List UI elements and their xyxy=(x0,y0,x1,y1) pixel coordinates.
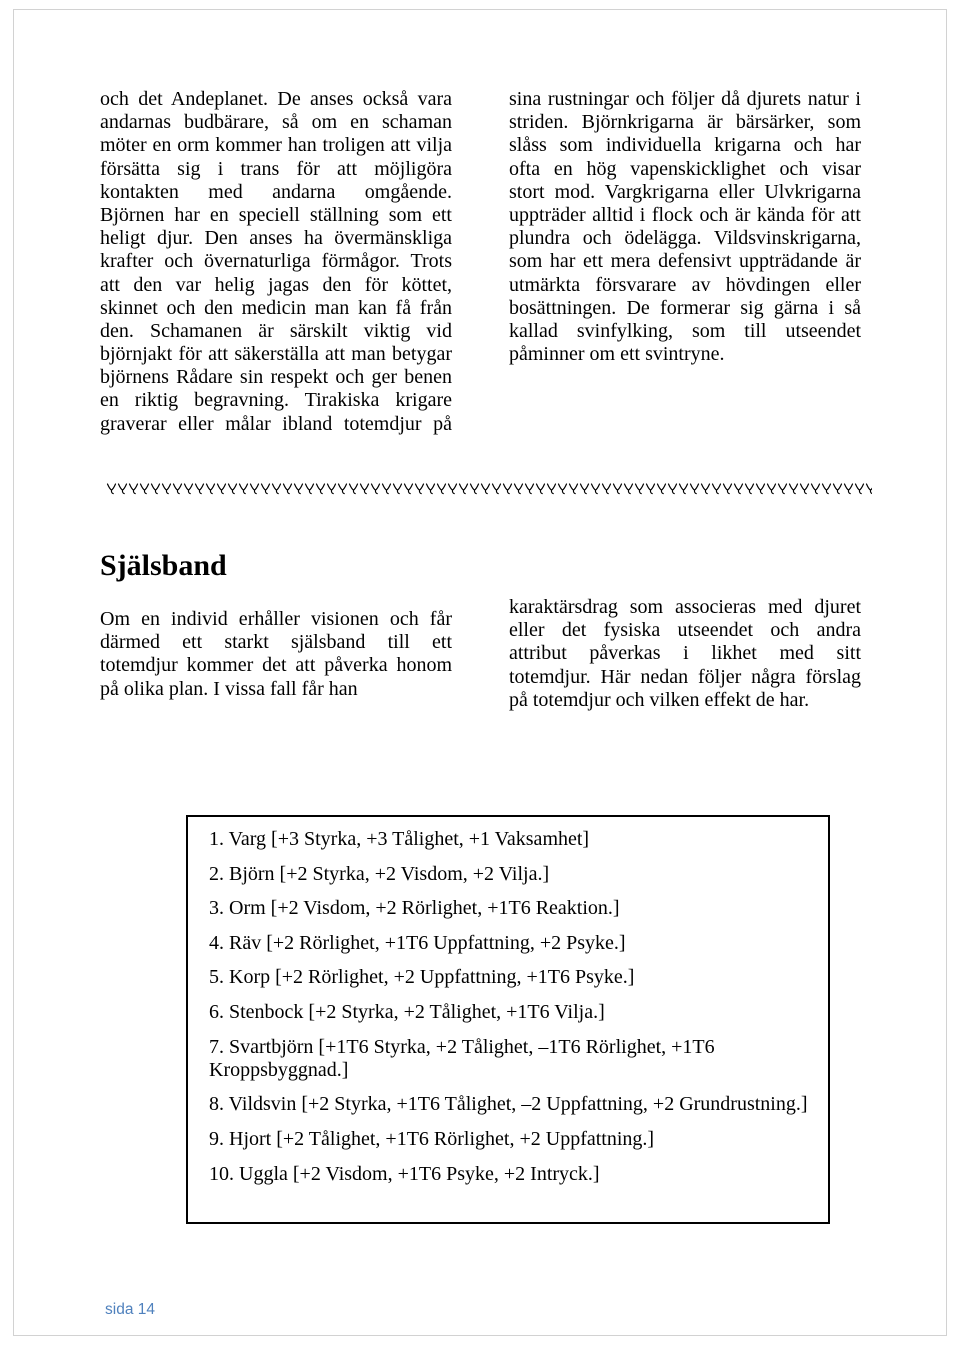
text-line: stort mod. Vargkrigarna eller Ulvkrigarna xyxy=(509,180,861,203)
text-line: och det Andeplanet. De anses också vara xyxy=(100,88,452,110)
totem-list-item: 1. Varg [+3 Styrka, +3 Tålighet, +1 Vaksamhet] xyxy=(209,828,590,850)
text-line: slåss som individuella krigarna och har xyxy=(509,134,861,157)
text-line: björnens Rådare sin respekt och ger benen xyxy=(100,366,452,389)
totem-list-item: 5. Korp [+2 Rörlighet, +2 Uppfattning, +1T6 Psyke.] xyxy=(209,966,635,989)
totem-list-item: 4. Räv [+2 Rörlighet, +1T6 Uppfattning, +2 Psyke.] xyxy=(209,931,626,954)
text-line: kallad svinfylking, som till utseendet xyxy=(509,319,861,342)
page-number: sida 14 xyxy=(105,1301,155,1318)
text-line: en riktig begravning. Tirakiska krigare xyxy=(100,389,452,412)
text-line: bosättningen. De formerar sig gärna i så xyxy=(509,296,861,319)
section-divider xyxy=(106,482,872,496)
text-line: eller det fysiska utseendet och andra xyxy=(509,619,861,642)
totem-list-item: 2. Björn [+2 Styrka, +2 Visdom, +2 Vilja.] xyxy=(209,862,550,885)
totem-list-box xyxy=(186,815,830,1224)
text-line: påminner om ett svintryne. xyxy=(509,343,725,366)
text-line: kontakten med andarna omgående. xyxy=(100,180,452,203)
text-line: totemdjur kommer det att påverka honom xyxy=(100,654,452,677)
text-line: björnjakt för att säkerställa att man betygar xyxy=(100,343,452,366)
text-line: på totemdjur och vilken effekt de har. xyxy=(509,688,810,711)
text-line: sina rustningar och följer då djurets natur i xyxy=(509,88,861,110)
text-line: krafter och övernaturliga förmågor. Trots xyxy=(100,250,452,273)
text-line: utmärkta försvarare av hövdingen eller xyxy=(509,273,861,296)
totem-list-item: 10. Uggla [+2 Visdom, +1T6 Psyke, +2 Intryck.] xyxy=(209,1162,600,1185)
text-line: andarnas budbärare, så om en schaman xyxy=(100,111,452,134)
text-line: Om en individ erhåller visionen och får xyxy=(100,608,452,630)
text-line: därmed ett starkt själsband till ett xyxy=(100,631,452,654)
text-line: skinnet och den medicin man kan få från xyxy=(100,296,452,319)
text-line: möter en orm kommer han troligen att vilja xyxy=(100,134,452,157)
text-line: plundra och ödelägga. Vildsvinskrigarna, xyxy=(509,227,861,250)
text-line: Björnen har en speciell ställning som ett xyxy=(100,203,452,226)
totem-list-item: 9. Hjort [+2 Tålighet, +1T6 Rörlighet, +2 Uppfattning.] xyxy=(209,1127,655,1150)
text-line: karaktärsdrag som associeras med djuret xyxy=(509,596,861,618)
text-line: ofta en hög vapenskicklighet och visar xyxy=(509,157,861,180)
totem-list-item: 7. Svartbjörn [+1T6 Styrka, +2 Tålighet, –1T6 Rörlighet, +1T6 Kroppsbyggnad.] xyxy=(209,1035,715,1081)
section-heading: Själsband xyxy=(100,549,227,582)
top-left-column xyxy=(100,88,452,436)
text-line: heligt djur. Den anses ha övermänskliga xyxy=(100,227,452,250)
text-line: på olika plan. I vissa fall får han xyxy=(100,677,358,700)
text-line: att den var helig jagas den för köttet, xyxy=(100,273,452,296)
text-line: totemdjur. Här nedan följer några förslag xyxy=(509,665,861,688)
soul-left-column xyxy=(100,608,452,701)
text-line: som har ett mera defensivt uppträdande är xyxy=(509,250,861,273)
totem-list-item: 3. Orm [+2 Visdom, +2 Rörlighet, +1T6 Reaktion.] xyxy=(209,897,620,920)
totem-list-item: 8. Vildsvin [+2 Styrka, +1T6 Tålighet, –2 Uppfattning, +2 Grundrustning.] xyxy=(209,1093,808,1116)
text-line: den. Schamanen är särskilt viktig vid xyxy=(100,319,452,342)
top-right-column xyxy=(509,88,861,366)
totem-list-item: 6. Stenbock [+2 Styrka, +2 Tålighet, +1T6 Vilja.] xyxy=(209,1000,605,1023)
soul-right-column xyxy=(509,596,861,712)
text-line: uppträder alltid i flock och är kända för att xyxy=(509,203,861,226)
text-line: striden. Björnkrigarna är bärsärker, som xyxy=(509,111,861,134)
text-line: attribut påverkas i likhet med sitt xyxy=(509,642,861,665)
text-line: graverar eller målar ibland totemdjur på xyxy=(100,412,452,435)
text-line: försätta sig i trans för att möjligöra xyxy=(100,157,452,180)
